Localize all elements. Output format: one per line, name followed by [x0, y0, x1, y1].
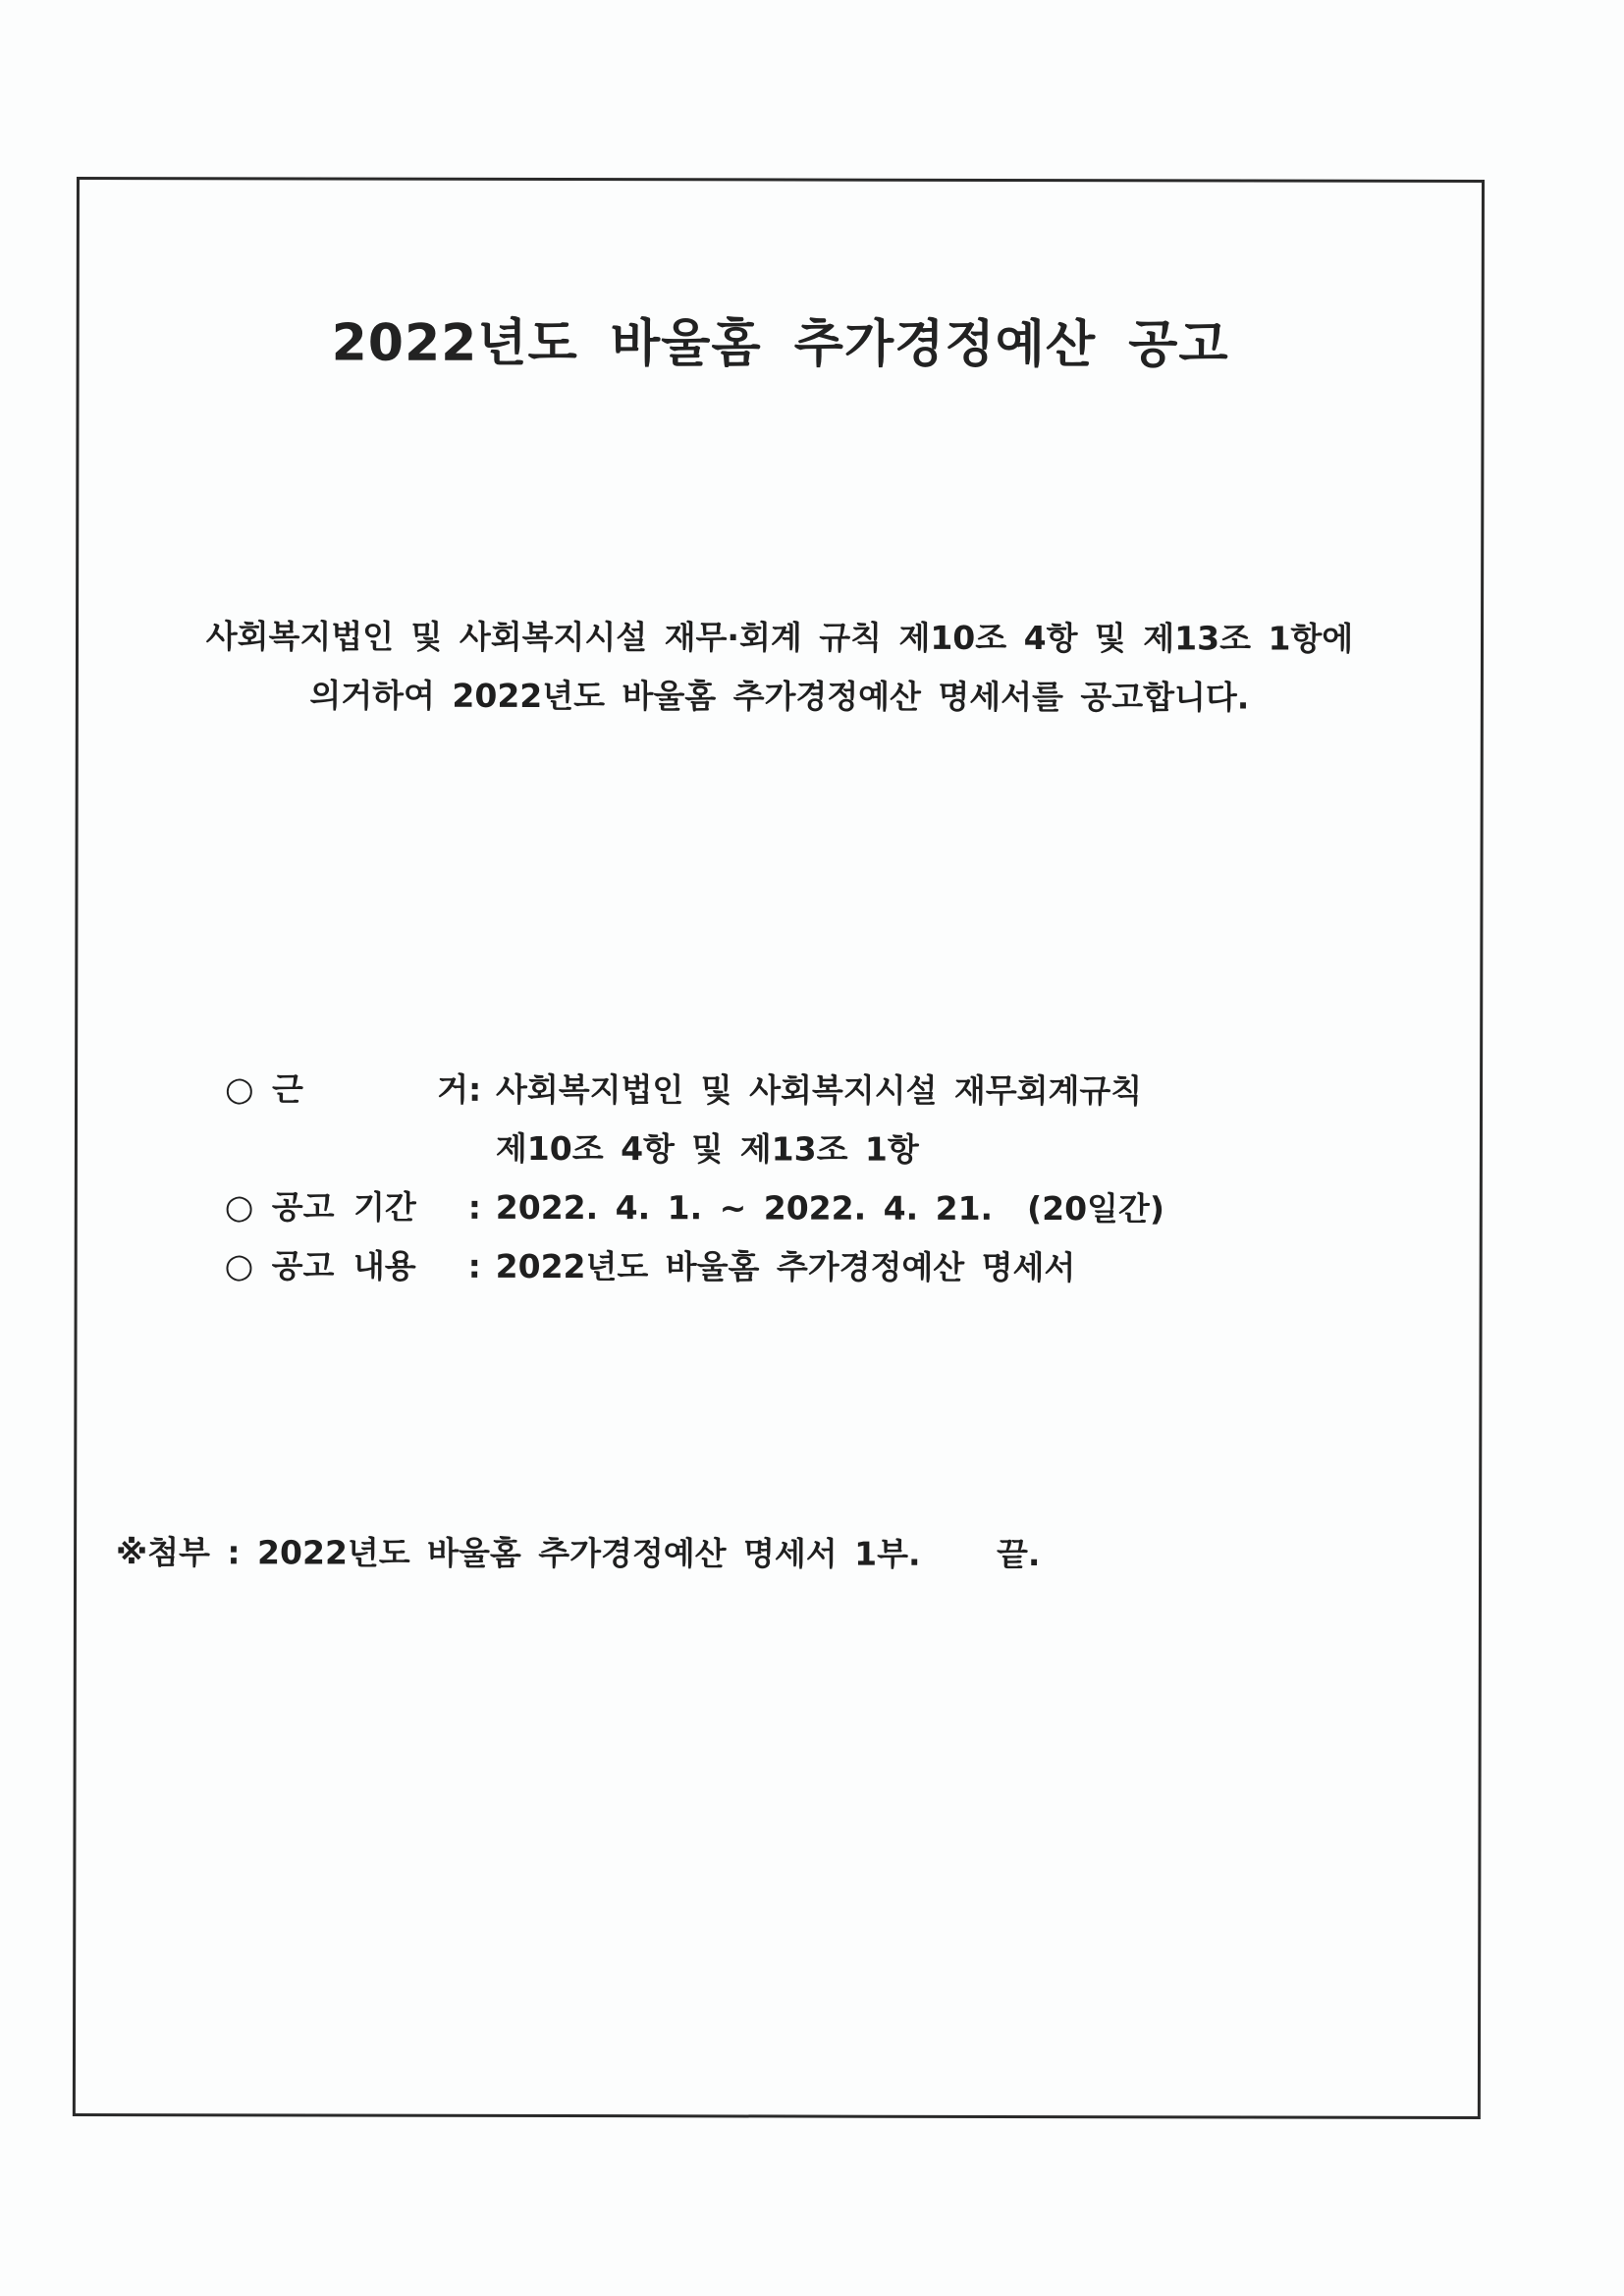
content-value: 2022년도 바울홈 추가경정예산 명세서 — [495, 1246, 1076, 1287]
period-colon: : — [467, 1187, 482, 1227]
page-title: 2022년도 바울홈 추가경정예산 공고 — [331, 313, 1229, 375]
intro-line-1: 사회복지법인 및 사회복지시설 재무·회계 규칙 제10조 4항 및 제13조 1항에 — [205, 617, 1354, 658]
basis-label-last: 거 — [437, 1069, 469, 1109]
basis-row-continuation — [225, 1122, 1164, 1183]
circle-bullet-icon: ○ — [224, 1246, 254, 1286]
notice-items — [225, 1064, 1165, 1301]
basis-label — [272, 1064, 468, 1110]
notice-frame — [73, 177, 1485, 2119]
content-colon: : — [467, 1246, 481, 1285]
attachment-note — [116, 1527, 1041, 1575]
intro-line-2: 의거하여 2022년도 바울홈 추가경정예산 명세서를 공고합니다. — [309, 676, 1250, 717]
attachment-text: ※첨부 : 2022년도 바울홈 추가경정예산 명세서 1부. — [116, 1533, 921, 1573]
attachment-end: 끝. — [997, 1534, 1041, 1574]
intro-paragraph — [79, 607, 1481, 728]
period-value: 2022. 4. 1. ~ 2022. 4. 21. (20일간) — [495, 1187, 1164, 1229]
circle-bullet-icon: ○ — [225, 1069, 254, 1110]
basis-colon: : — [468, 1069, 482, 1109]
basis-label-first: 근 — [272, 1069, 303, 1109]
content-label: 공고 내용 — [271, 1246, 416, 1285]
basis-value-line-1: 사회복지법인 및 사회복지시설 재무회계규칙 — [496, 1069, 1143, 1111]
content-row — [225, 1240, 1164, 1301]
period-row — [225, 1181, 1164, 1242]
circle-bullet-icon: ○ — [224, 1187, 254, 1228]
basis-row — [225, 1064, 1164, 1124]
period-label: 공고 기간 — [271, 1187, 416, 1227]
basis-value-line-2: 제10조 4항 및 제13조 1항 — [495, 1128, 919, 1169]
